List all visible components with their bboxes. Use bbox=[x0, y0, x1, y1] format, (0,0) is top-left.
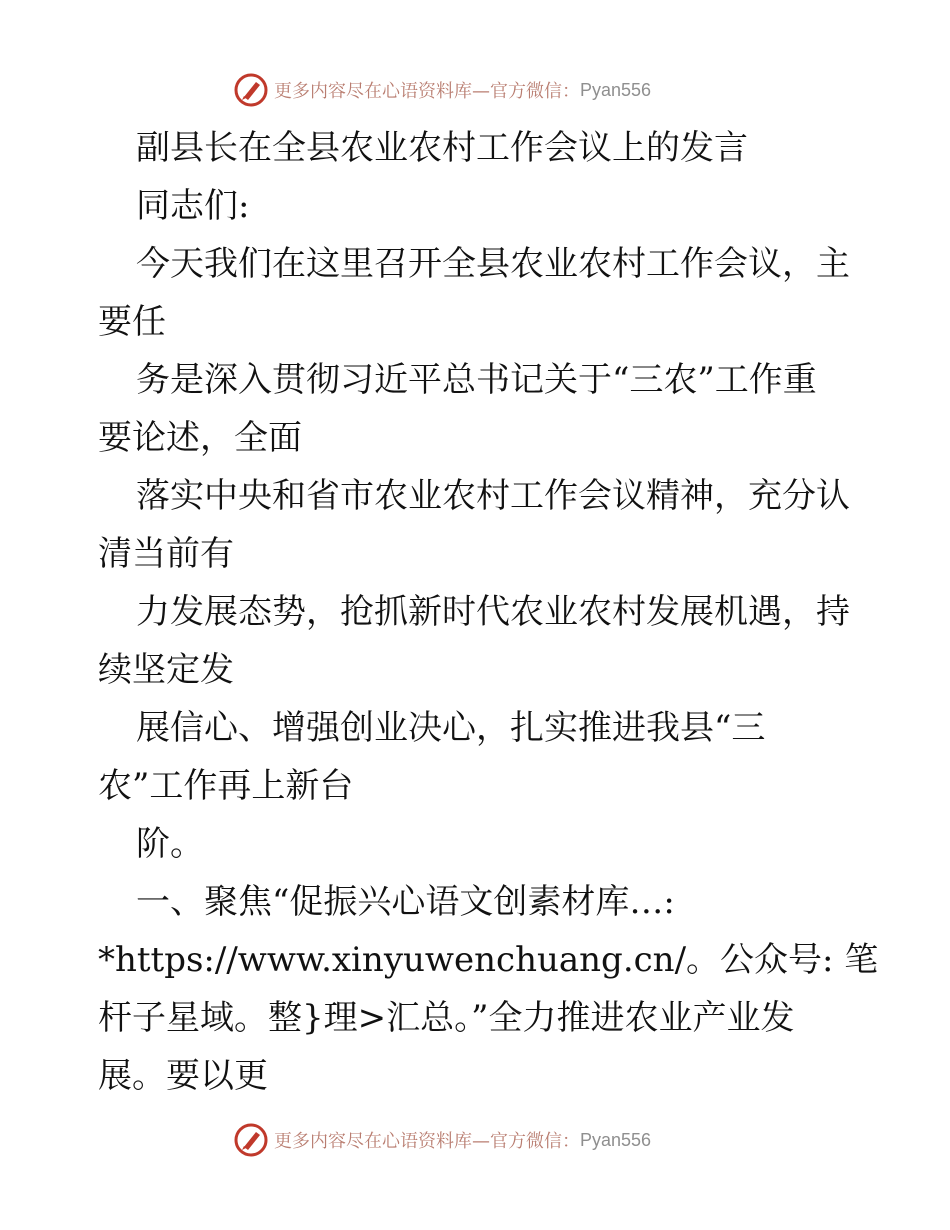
doc-line: 落实中央和省市农业农村工作会议精神，充分认 bbox=[136, 476, 850, 516]
footer-banner-text: 更多内容尽在心语资料库—官方微信： bbox=[274, 1131, 580, 1152]
footer-banner bbox=[234, 1122, 651, 1158]
doc-line: 续坚定发 bbox=[98, 650, 234, 690]
doc-line: 要任 bbox=[98, 302, 166, 342]
doc-line: 务是深入贯彻习近平总书记关于“三农”工作重 bbox=[136, 360, 817, 400]
doc-line: 力发展态势，抢抓新时代农业农村发展机遇，持 bbox=[136, 592, 850, 632]
brand-logo-icon bbox=[234, 1123, 268, 1157]
doc-line: 清当前有 bbox=[98, 534, 234, 574]
document-title: 副县长在全县农业农村工作会议上的发言 bbox=[136, 128, 748, 168]
doc-line: 展信心、增强创业决心，扎实推进我县“三 bbox=[136, 708, 766, 748]
doc-line: 今天我们在这里召开全县农业农村工作会议，主 bbox=[136, 244, 850, 284]
doc-line: 杆子星域。整}理>汇总。”全力推进农业产业发 bbox=[98, 998, 795, 1038]
brand-logo-icon bbox=[234, 73, 268, 107]
doc-line: 农”工作再上新台 bbox=[98, 766, 354, 806]
section-heading: 一、聚焦“促振兴心语文创素材库…: bbox=[136, 882, 675, 922]
doc-line: *https://www.xinyuwenchuang.cn/。公众号: 笔 bbox=[98, 940, 879, 980]
header-banner-text: 更多内容尽在心语资料库—官方微信： bbox=[274, 81, 580, 102]
footer-wechat-id: Pyan556 bbox=[580, 1129, 652, 1150]
doc-line: 阶。 bbox=[136, 824, 204, 864]
header-wechat-id: Pyan556 bbox=[580, 79, 652, 100]
doc-line: 展。要以更 bbox=[98, 1056, 268, 1096]
doc-line: 要论述，全面 bbox=[98, 418, 302, 458]
header-banner bbox=[234, 72, 651, 108]
salutation: 同志们: bbox=[136, 186, 250, 226]
